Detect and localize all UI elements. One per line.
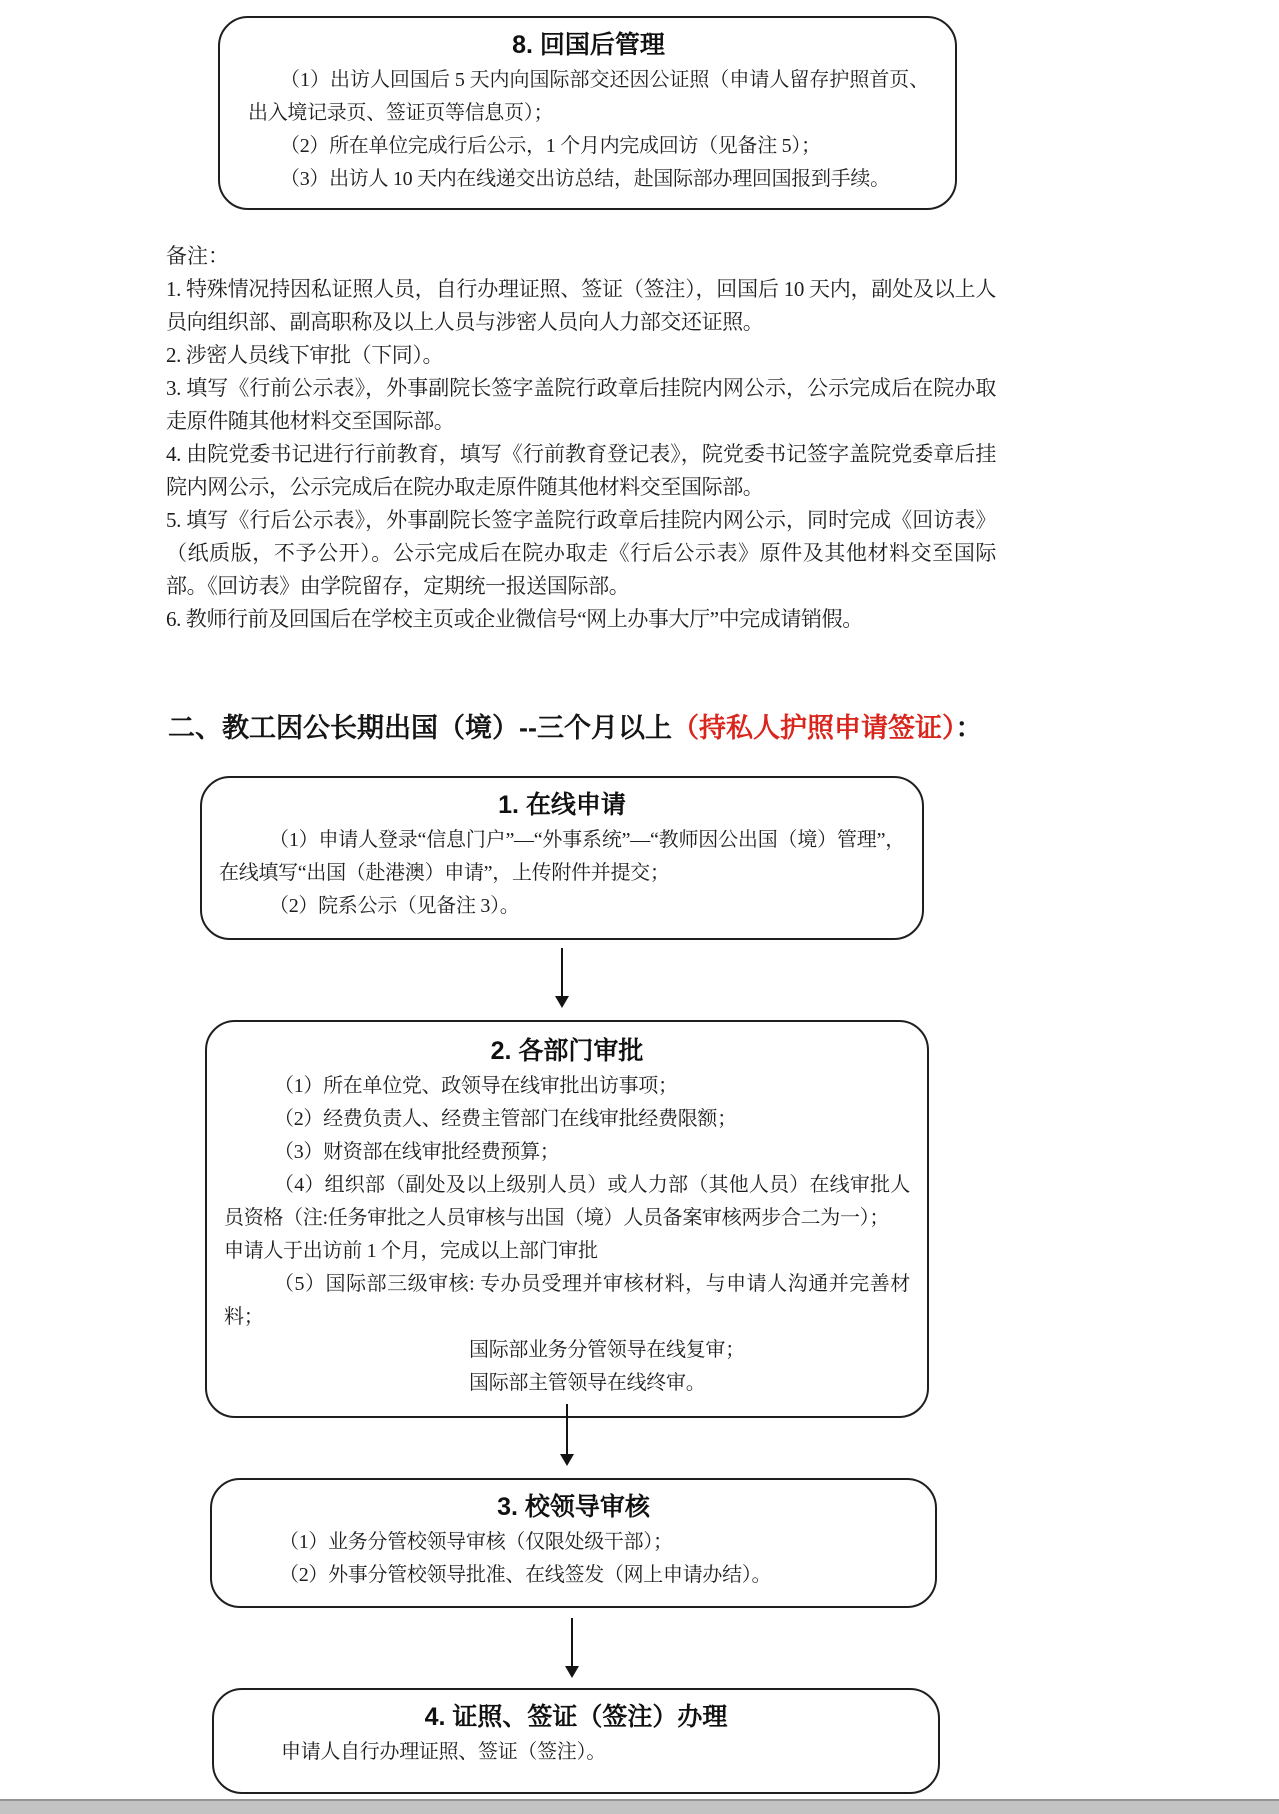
arrow-head-icon xyxy=(565,1666,579,1678)
note-item: 1. 特殊情况持因私证照人员，自行办理证照、签证（签注），回国后 10 天内，副处及以上人员向组织部、副高职称及以上人员与涉密人员向人力部交还证照。 xyxy=(166,277,996,334)
arrow-head-icon xyxy=(555,996,569,1008)
text-line: 国际部业务分管领导在线复审； xyxy=(469,1339,745,1361)
text-line: 国际部主管领导在线终审。 xyxy=(469,1372,706,1394)
section-heading-red: （持私人护照申请签证） xyxy=(671,713,956,743)
text-line: （3）出访人 10 天内在线递交出访总结，赴国际部办理回国报到手续。 xyxy=(280,168,890,190)
box-title: 1. 在线申请 xyxy=(498,791,626,819)
text-line: 申请人于出访前 1 个月，完成以上部门审批 xyxy=(224,1240,598,1262)
text-line: （2）院系公示（见备注 3）。 xyxy=(269,895,520,917)
text-line: （1）业务分管校领导审核（仅限处级干部）； xyxy=(279,1531,673,1553)
note-item: 4. 由院党委书记进行行前教育，填写《行前教育登记表》，院党委书记签字盖院党委章后挂院内网公示，公示完成后在院办取走原件随其他材料交至国际部。 xyxy=(166,442,996,499)
text-line: （3）财资部在线审批经费预算； xyxy=(274,1141,560,1163)
arrow-shaft xyxy=(571,1618,573,1666)
notes-label: 备注： xyxy=(166,244,229,268)
flow-box-post-return-management xyxy=(218,16,957,210)
text-line: （2）外事分管校领导批准、在线签发（网上申请办结）。 xyxy=(279,1564,772,1586)
section-heading-text: 二、教工因公长期出国（境）--三个月以上 xyxy=(168,713,672,743)
text-line: （1）申请人登录“信息门户”—“外事系统”—“教师因公出国（境）管理”，在线填写“出国（赴港澳）申请”，上传附件并提交； xyxy=(219,829,905,884)
section-heading xyxy=(168,710,1168,746)
note-item: 3. 填写《行前公示表》，外事副院长签字盖院行政章后挂院内网公示，公示完成后在院办取走原件随其他材料交至国际部。 xyxy=(166,376,996,433)
text-line: （2）所在单位完成行后公示，1 个月内完成回访（见备注 5）； xyxy=(280,135,821,157)
text-line: （2）经费负责人、经费主管部门在线审批经费限额； xyxy=(274,1108,737,1130)
flow-box-department-approval xyxy=(205,1020,929,1418)
page-bottom-edge xyxy=(0,1799,1279,1814)
notes-section xyxy=(166,240,996,636)
flow-box-school-leader-review xyxy=(210,1478,937,1608)
text-line: 申请人自行办理证照、签证（签注）。 xyxy=(281,1741,606,1763)
note-item: 2. 涉密人员线下审批（下同）。 xyxy=(166,343,444,367)
note-item: 6. 教师行前及回国后在学校主页或企业微信号“网上办事大厅”中完成请销假。 xyxy=(166,607,863,631)
flow-box-online-application xyxy=(200,776,924,940)
down-arrow xyxy=(554,948,570,1008)
text-line: （1）所在单位党、政领导在线审批出访事项； xyxy=(274,1075,678,1097)
text-line: （1）出访人回国后 5 天内向国际部交还因公证照（申请人留存护照首页、出入境记录页、签证页等信息页）； xyxy=(248,69,929,124)
section-heading-colon: ： xyxy=(955,713,983,743)
arrow-shaft xyxy=(561,948,563,996)
note-item: 5. 填写《行后公示表》，外事副院长签字盖院行政章后挂院内网公示，同时完成《回访表》（纸质版，不予公开）。公示完成后在院办取走《行后公示表》原件及其他材料交至国际部。《回访表》由学院留存，定期统一报送国际部。 xyxy=(166,508,996,598)
arrow-head-icon xyxy=(560,1454,574,1466)
box-title: 8. 回国后管理 xyxy=(512,31,665,59)
box-title: 2. 各部门审批 xyxy=(490,1037,644,1065)
text-line: （4）组织部（副处及以上级别人员）或人力部（其他人员）在线审批人员资格（注:任务审批之人员审核与出国（境）人员备案审核两步合二为一）； xyxy=(224,1174,910,1229)
text-line: （5）国际部三级审核: 专办员受理并审核材料，与申请人沟通并完善材料； xyxy=(224,1273,910,1328)
flow-box-passport-visa-processing xyxy=(212,1688,940,1794)
box-title: 4. 证照、签证（签注）办理 xyxy=(424,1703,728,1731)
down-arrow xyxy=(564,1618,580,1678)
arrow-shaft xyxy=(566,1404,568,1454)
down-arrow xyxy=(559,1404,575,1466)
box-title: 3. 校领导审核 xyxy=(497,1493,650,1521)
